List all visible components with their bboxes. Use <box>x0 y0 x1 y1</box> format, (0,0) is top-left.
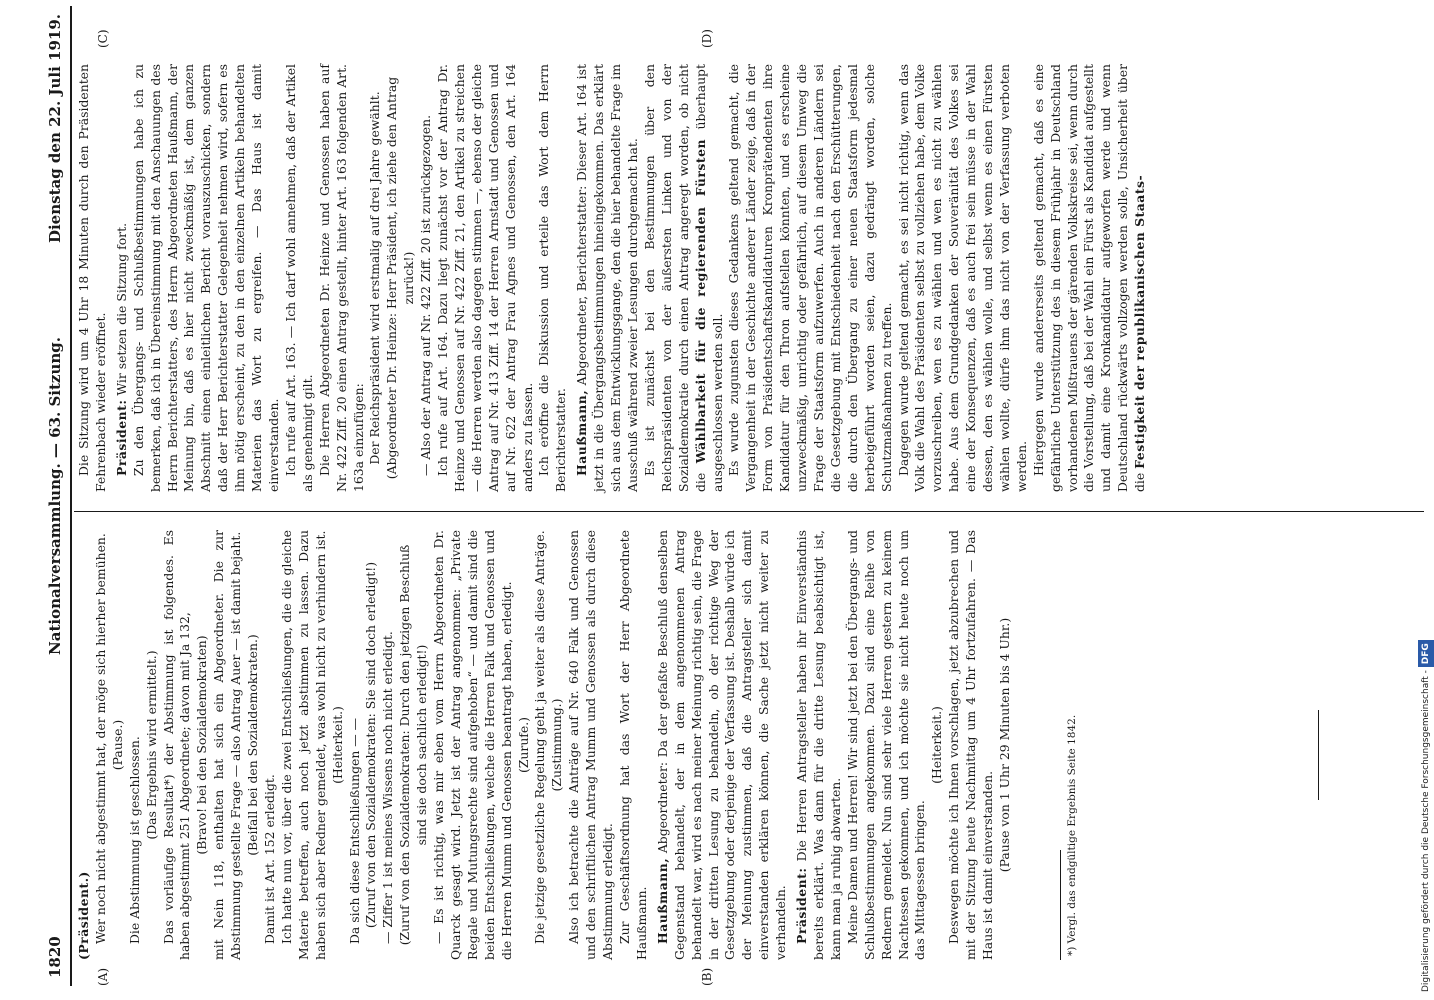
speech-paragraph <box>574 64 642 492</box>
paragraph: Ich hatte nun vor, über die zwei Entschließungen, die die gleiche Materie betreffen, auch noch jetzt abstimmen zu lassen. Dazu haben sich aber Redner gemeldet, was wohl nicht zu verhindern ist. <box>278 530 328 960</box>
speech-paragraph <box>794 530 845 960</box>
paragraph: Ich eröffne die Diskussion und erteile das Wort dem Herrn Berichterstatter. <box>536 64 569 492</box>
paragraph: Zur Geschäftsordnung hat das Wort der Herr Abgeordnete Haußmann. <box>617 530 649 960</box>
digitization-credit <box>1418 8 1434 992</box>
speaker-name: Präsident: <box>113 399 129 476</box>
stage-direction: (Zurufe.) <box>515 716 531 774</box>
paragraph: Ich rufe auf Art. 163. — Ich darf wohl annehmen, daß der Artikel als genehmigt gilt. <box>282 64 315 492</box>
footnote: *) Vergl. das endgültige Ergebnis Seite 1842. <box>1066 714 1078 956</box>
footnote-rule <box>1060 850 1061 960</box>
paragraph: Damit ist Art. 152 erledigt. <box>261 774 277 944</box>
paragraph: Zu den Übergangs- und Schlußbestimmungen habe ich zu bemerken, daß ich in Übereinstimmung mit den Anschauungen des Herrn Berichterstatters, des Herrn Abgeordneten Haußmann, der Meinung bin, daß es hier nicht zweckmäßig ist, dem ganzen Abschnitt einen einleitlichen Bericht vorauszuschicken, sondern daß der Herr Berichterstatter Gelegenheit nehmen wird, sofern es ihm nötig erscheint, zu den in den einzelnen Artikeln behandelten Materien das Wort zu ergreifen. — Das Haus ist damit einverstanden. <box>130 64 281 492</box>
margin-marker-c: (C) <box>96 29 110 48</box>
paragraph: Also ich betrachte die Anträge auf Nr. 640 Falk und Genossen und den schriftlichen Antrag Mumm und Genossen als durch diese Abstimmung erledigt. <box>566 530 616 960</box>
paragraph <box>642 64 727 492</box>
paragraph: Das vorläufige Resultat*) der Abstimmung ist folgendes. Es haben abgestimmt 251 Abgeordnete; davon mit Ja 132, <box>160 530 193 960</box>
right-column <box>76 64 1149 492</box>
paragraph: Meine Damen und Herren! Wir sind jetzt bei den Übergangs- und Schlußbestimmungen angekommen. Dazu sind eine Reihe von Rednern gemeldet. Nun sind sehr viele Herren gestern zu keinem Nachtessen gekommen, und ich möchte sie nicht heute noch um das Mittagessen bringen. <box>844 530 928 960</box>
quoted-amendment: Der Reichspräsident wird erstmalig auf drei Jahre gewählt. <box>367 91 383 465</box>
speech-text: Die Herren Antragsteller haben ihr Einverständnis bereits erklärt. Was dann für die dritte Lesung beabsichtigt ist, kann man ja ruhig abwarten. <box>794 530 843 960</box>
paragraph: Deswegen möchte ich Ihnen vorschlagen, jetzt abzubrechen und mit der Sitzung heute Nachmittag um 4 Uhr fortzufahren. — Das Haus ist damit einverstanden. <box>946 530 996 960</box>
stage-direction: (Pause von 1 Uhr 29 Minuten bis 4 Uhr.) <box>996 617 1012 873</box>
stage-direction: (Abgeordneter Dr. Heinze: Herr Präsident, ich ziehe den Antrag zurück!) <box>384 76 417 480</box>
session-date: Dienstag den 22. Juli 1919. <box>46 14 64 244</box>
text-run: überhaupt ausgeschlossen werden soll. <box>692 64 725 492</box>
margin-marker-b: (B) <box>700 967 714 986</box>
page-number: 1820 <box>46 936 64 978</box>
header-rule <box>70 6 72 986</box>
margin-marker-a: (A) <box>96 967 110 986</box>
stage-direction: (Das Ergebnis wird ermittelt.) <box>143 650 159 840</box>
paragraph: Wer noch nicht abgestimmt hat, der möge sich hierher bemühen. <box>92 533 108 944</box>
dfg-logo: DFG <box>1418 640 1434 667</box>
paragraph: Dagegen wurde geltend gemacht, es sei nicht richtig, wenn das Volk die Wahl des Präsidenten selbst zu vollziehen habe, dem Volke vorzuschreiben, wen es zu wählen und wen es nicht zu wählen habe. Aus dem Grundgedanken der Souveränität des Volkes sei eine der Konsequenzen, daß es auch frei sein müsse in der Wahl dessen, den es wählen wolle, und selbst wenn es einen Fürsten wählen wollte, dürfe ihm das nicht von der Verfassung verboten werden. <box>895 64 1029 492</box>
paragraph: Da sich diese Entschließungen — — <box>346 718 362 944</box>
stage-direction: (Heiterkeit.) <box>929 706 945 784</box>
margin-marker-d: (D) <box>700 29 714 48</box>
paragraph: — Also der Antrag auf Nr. 422 Ziff. 20 ist zurückgezogen. <box>418 114 434 476</box>
paragraph: Die jetzige gesetzliche Regelung geht ja weiter als diese Anträge. <box>532 530 548 944</box>
speaker-name: Haußmann, <box>654 857 670 944</box>
emphasis: Festigkeit der republikanischen Staats- <box>1132 174 1148 469</box>
speech-text: Abgeordneter, Berichterstatter: Dieser Art. 164 ist jetzt in die Übergangsbestimmungen hineingekommen. Das erklärt sich aus dem Entwicklungsgange, den die hier behandelte Frage im Ausschuß während zweier Lesungen durchgemacht hat. <box>574 64 640 492</box>
page-header <box>42 6 70 986</box>
paragraph: mit Nein 118, enthalten hat sich ein Abgeordneter. Die zur Abstimmung gestellte Frage — also Antrag Auer — ist damit bejaht. <box>211 530 244 960</box>
paragraph: Ich rufe auf Art. 164. Dazu liegt zunächst vor der Antrag Dr. Heinze und Genossen auf Nr. 422 Ziff. 21, den Artikel zu streichen — die Herren werden also dagegen stimmen —, ebenso der gleiche Antrag auf Nr. 413 Ziff. 14 der Herren Arnstadt und Genossen und auf Nr. 622 der Antrag Frau Agnes und Genossen, den Art. 164 anders zu fassen. <box>435 64 535 492</box>
speech-text: Wir setzen die Sitzung fort. <box>113 222 129 396</box>
credit-text: Digitalisierung gefördert durch die Deutsche Forschungsgemeinschaft - <box>1421 670 1431 992</box>
stage-direction: (Zuruf von den Sozialdemokraten: Sie sind doch erledigt!) <box>363 561 379 929</box>
stage-direction: (Zustimmung.) <box>549 698 565 792</box>
paragraph: Die Abstimmung ist geschlossen. <box>126 736 142 944</box>
paragraph: — Ziffer 1 ist meines Wissens noch nicht erledigt. <box>380 631 396 944</box>
paragraph: Die Herren Abgeordneten Dr. Heinze und Genossen haben auf Nr. 422 Ziff. 20 einen Antrag gestellt, hinter Art. 163 folgenden Art. 163a einzufügen: <box>316 64 366 492</box>
paragraph: — Es ist richtig, was mir eben vom Herrn Abgeordneten Dr. Quarck gesagt wird. Jetzt ist der Antrag angenommen: „Private Regale und Mutungsrechte sind aufgehoben“ — und damit sind die beiden Entschließungen, welche die Herren Falk und Genossen und die Herren Mumm und Genossen beantragt haben, erledigt. <box>431 530 514 960</box>
speaker-name: Haußmann, <box>574 389 590 476</box>
emphasis: Wählbarkeit für die regierenden Fürsten <box>692 138 708 464</box>
speech-paragraph <box>114 64 131 492</box>
speech-paragraph <box>655 530 790 960</box>
column-separator <box>74 511 1424 512</box>
section-end-rule <box>1318 710 1319 800</box>
text-run: Es ist zunächst bei den Bestimmungen über den Reichspräsidenten von der äußersten Linken und von der Sozialdemokratie durch einen Antrag angeregt worden, ob nicht die <box>641 64 708 492</box>
paragraph: Die Sitzung wird um 4 Uhr 18 Minuten durch den Präsidenten Fehrenbach wieder eröffnet. <box>76 64 108 492</box>
text-run: Hiergegen wurde andererseits geltend gemacht, daß es eine gefährliche Unterstützung des in diesem Frühjahr in Deutschland vorhandenen Mißtrauens der gärenden Volkskreise sei, wenn durch die Vorstellung, daß bei der Wahl ein Fürst als Kandidat aufgestellt und damit eine Kronkandidatur aufgeworfen werde und wenn Deutschland rückwärts vollzogen werden solle, Unsicherheit über die <box>1030 64 1148 492</box>
stage-direction: (Zuruf von den Sozialdemokraten: Durch den jetzigen Beschluß sind sie doch sachlich erledigt!) <box>397 544 430 946</box>
speech-text: Abgeordneter: Da der gefaßte Beschluß denselben Gegenstand behandelt, der in dem angenommenen Antrag behandelt war, wird es nach meiner Meinung richtig sein, die Frage in der dritten Lesung zu behandeln, ob der richtige Weg der Gesetzgebung oder derjenige der Verfassung ist. Deshalb würde ich der Meinung zustimmen, daß die Antragsteller sich damit einverstanden erklären können, die Sache jetzt nicht weiter zu verhandeln. <box>654 530 789 960</box>
speaker-note: (Präsident.) <box>76 871 91 960</box>
left-column <box>76 530 1014 960</box>
paragraph: Es wurde zugunsten dieses Gedankens geltend gemacht, die Vergangenheit in der Geschichte anderer Länder zeige, daß in der Form von Präsidentschaftskandidaturen Kronprätendenten ihre Kandidatur für den Thron aufstellen könnten, und es erscheine unzweckmäßig, unrichtig oder gefährlich, auf diesem Umweg die Frage der Staatsform aufzuwerfen. Auch in anderen Ländern sei die Gesetzgebung mit Entschiedenheit nach den Erschütterungen, die durch den Übergang zu einer neuen Staatsform jedesmal herbeigeführt worden seien, dazu gedrängt worden, solche Schutzmaßnahmen zu treffen. <box>726 64 894 492</box>
session-title: Nationalversammlung. — 63. Sitzung. <box>46 337 64 655</box>
stage-direction: (Beifall bei den Sozialdemokraten.) <box>245 634 261 856</box>
stage-direction: (Bravo! bei den Sozialdemokraten) <box>194 635 210 855</box>
stage-direction: (Heiterkeit.) <box>329 706 345 784</box>
paragraph <box>1031 64 1149 492</box>
stage-direction: (Pause.) <box>109 719 125 771</box>
speaker-name: Präsident: <box>794 867 810 944</box>
